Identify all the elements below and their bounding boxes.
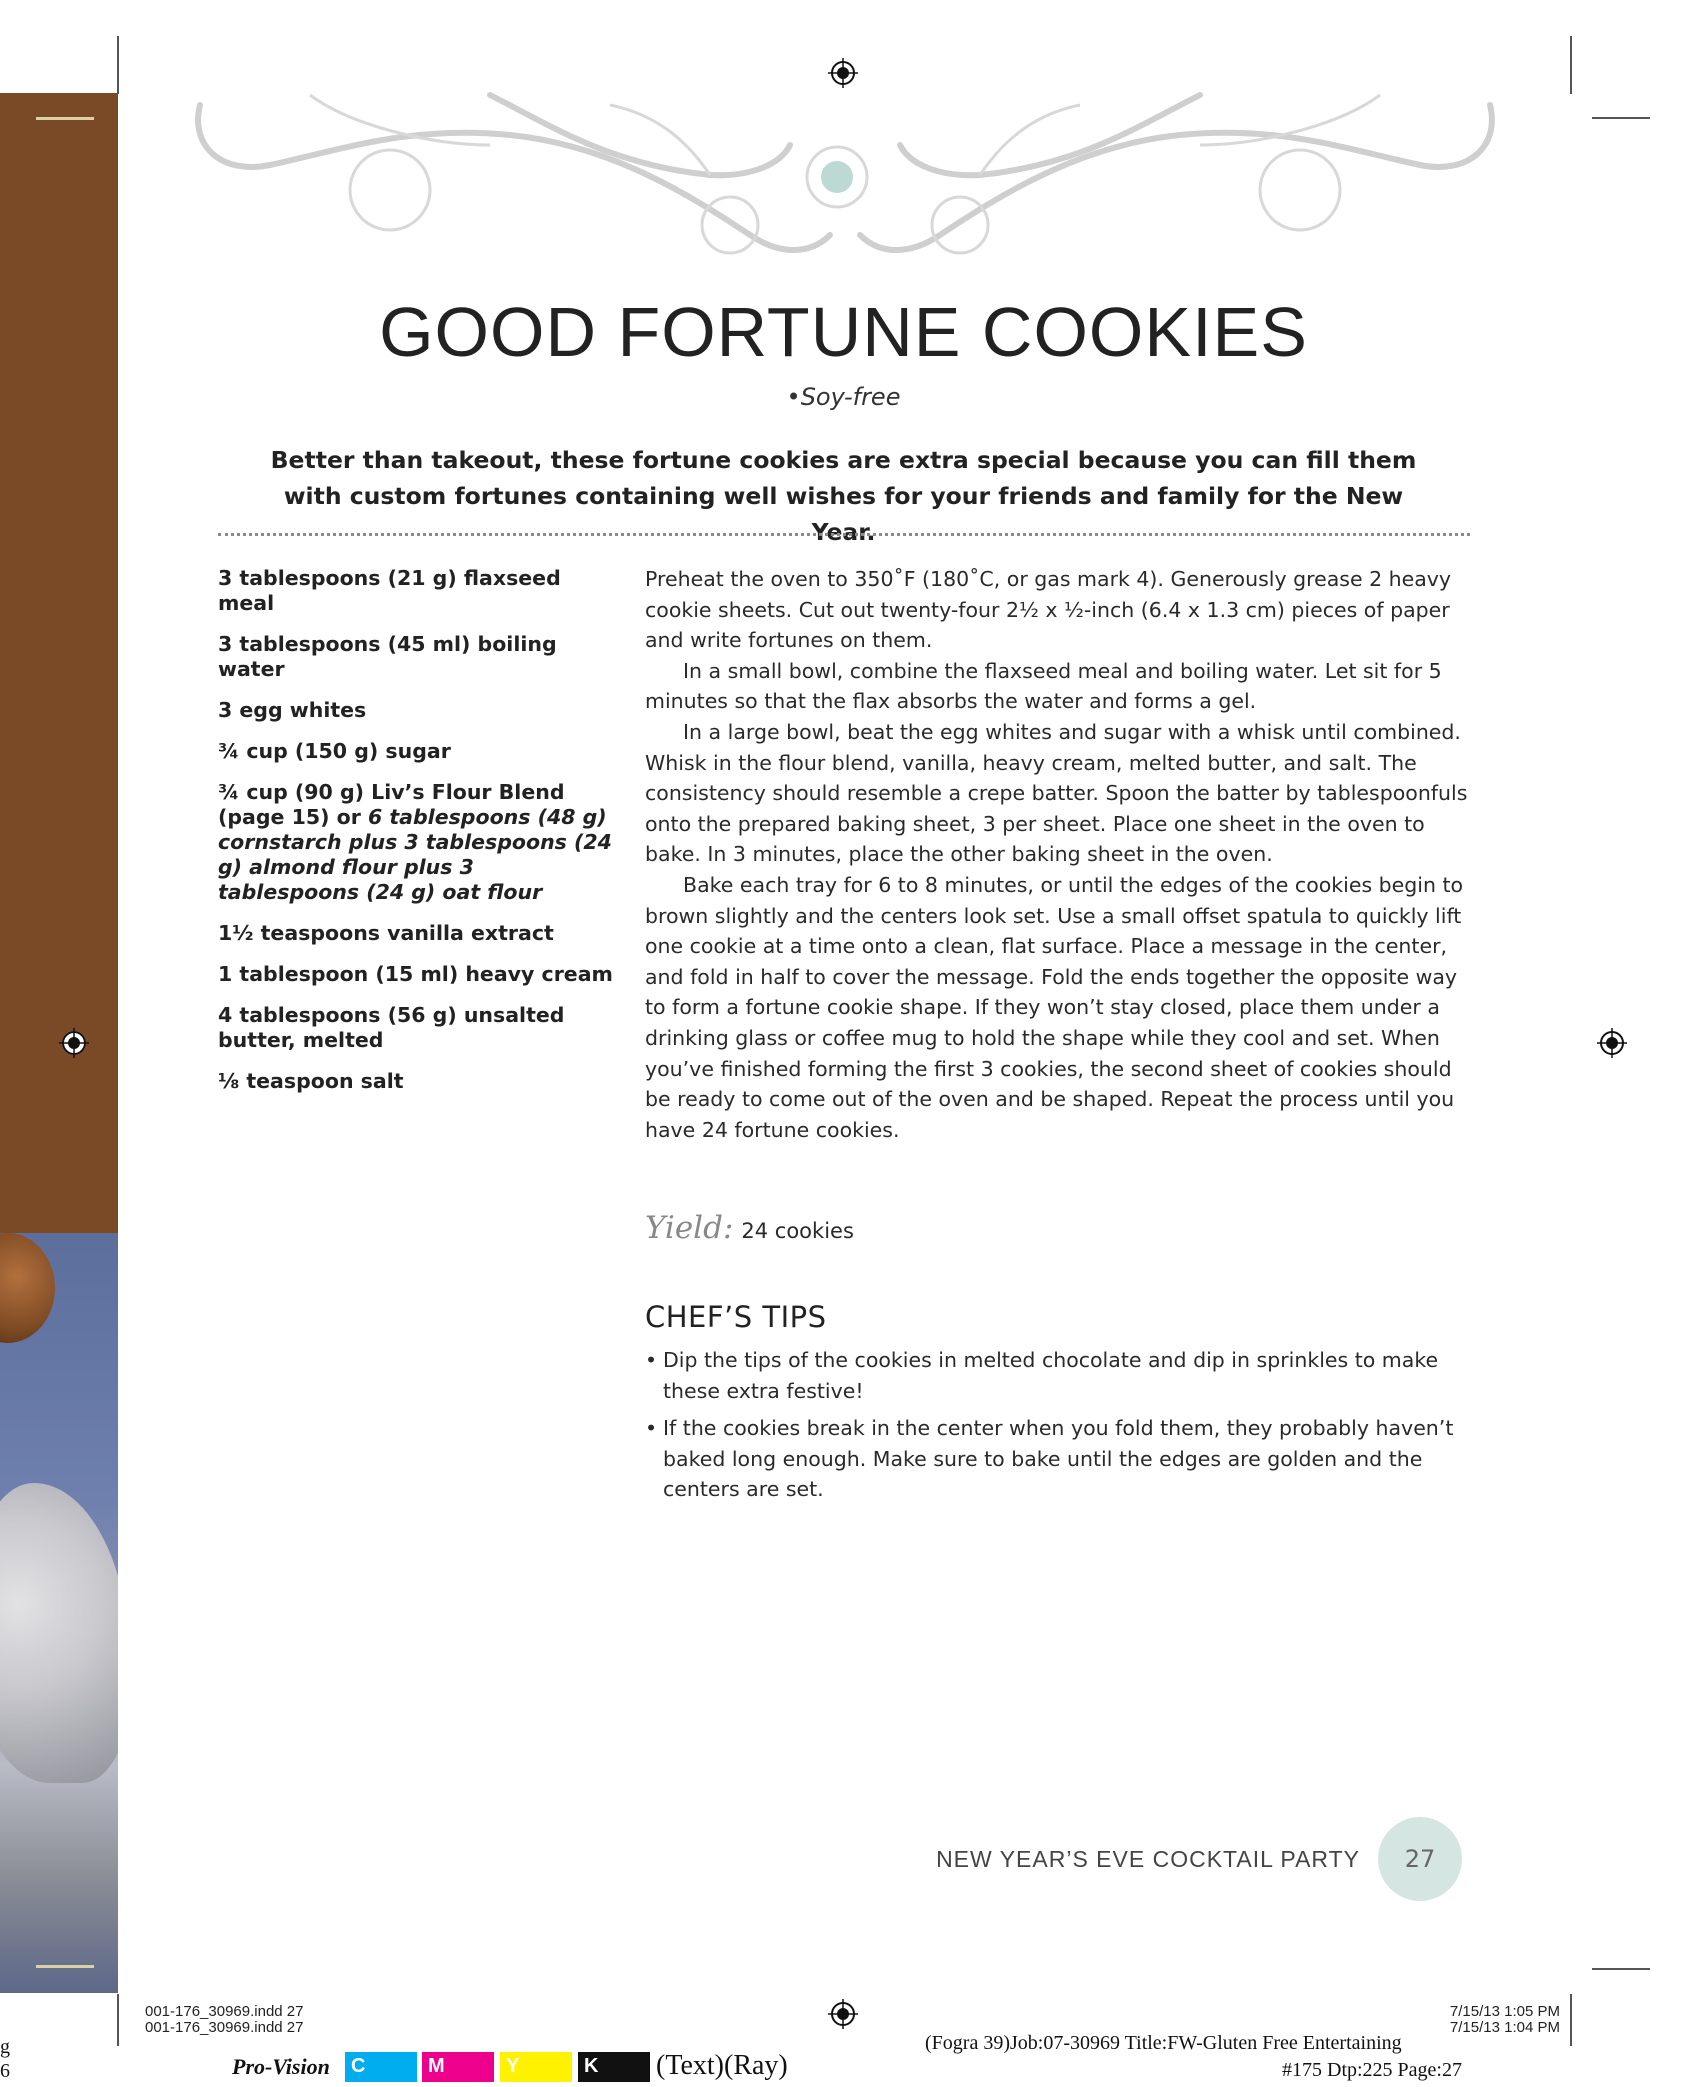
slug-text-ray: (Text)(Ray) bbox=[656, 2050, 788, 2081]
strip-trim-mark-top bbox=[36, 117, 94, 120]
crop-mark bbox=[117, 1994, 119, 2046]
ingredient-item: 1½ teaspoons vanilla extract bbox=[218, 921, 554, 945]
chefs-tips-list bbox=[645, 1345, 1475, 1512]
tip-item: • Dip the tips of the cookies in melted chocolate and dip in sprinkles to make these extra festive! bbox=[645, 1345, 1475, 1406]
slug-file-line: 001-176_30969.indd 27 bbox=[145, 2019, 304, 2036]
slug-file-line: 001-176_30969.indd 27 bbox=[145, 2003, 304, 2020]
recipe-title: GOOD FORTUNE COOKIES bbox=[379, 293, 1308, 371]
yield-label: Yield: bbox=[645, 1210, 734, 1246]
plate-swatch-magenta: M bbox=[422, 2052, 494, 2082]
crop-mark bbox=[1592, 117, 1650, 119]
ingredient-item bbox=[218, 780, 618, 905]
yield-value: 24 cookies bbox=[741, 1219, 854, 1243]
strip-trim-mark-bottom bbox=[36, 1965, 94, 1968]
ingredient-alternative: 6 tablespoons (48 g) cornstarch plus 3 tablespoons (24 g) almond flour plus 3 tablespoons (24 g) oat flour bbox=[218, 805, 612, 904]
decorative-flourish bbox=[190, 85, 1500, 265]
slug-dtp-line: #175 Dtp:225 Page:27 bbox=[1282, 2059, 1462, 2081]
slug-brand: Pro-Vision bbox=[232, 2054, 330, 2079]
direction-paragraph: Bake each tray for 6 to 8 minutes, or until the edges of the cookies begin to brown slightly and the centers look set. Use a small offset spatula to quickly lift one cookie at a time onto a clean, flat surface. Place a message in the center, and fold in half to cover the message. Fold the ends together the opposite way to form a fortune cookie shape. If they won’t stay closed, place them under a drinking glass or coffee mug to hold the shape while they cool and set. When you’ve finished forming the first 3 cookies, the second sheet of cookies should be ready to come out of the oven and be shaped. Repeat the process until you have 24 fortune cookies. bbox=[645, 872, 1464, 1142]
crop-mark bbox=[117, 36, 119, 94]
direction-paragraph: In a large bowl, beat the egg whites and sugar with a whisk until combined. Whisk in the flour blend, vanilla, heavy cream, melted butter, and salt. The consistency should resemble a crepe batter. Spoon the batter by tablespoonfuls onto the prepared baking sheet, 3 per sheet. Place one sheet in the oven to bake. In 3 minutes, place the other baking sheet in the oven. bbox=[645, 719, 1468, 867]
strip-brown-panel bbox=[0, 93, 118, 1233]
direction-paragraph: In a small bowl, combine the flaxseed meal and boiling water. Let sit for 5 minutes so that the flax absorbs the water and forms a gel. bbox=[645, 658, 1442, 714]
ingredient-item: 3 egg whites bbox=[218, 698, 367, 722]
yield bbox=[645, 1210, 854, 1246]
ingredient-item: ¾ cup (150 g) sugar bbox=[218, 739, 451, 763]
section-title: NEW YEAR’S EVE COCKTAIL PARTY bbox=[936, 1846, 1360, 1872]
tip-item: • If the cookies break in the center when you fold them, they probably haven’t baked long enough. Make sure to bake until the edges are golden and the centers are set. bbox=[645, 1413, 1475, 1505]
dotted-divider bbox=[218, 533, 1470, 536]
crop-mark bbox=[1592, 1968, 1650, 1970]
ingredient-item: 3 tablespoons (21 g) flaxseed meal bbox=[218, 566, 561, 615]
plate-swatch-yellow: Y bbox=[500, 2052, 572, 2082]
page-number: 27 bbox=[1378, 1817, 1462, 1901]
slug-date-line: 7/15/13 1:04 PM bbox=[1449, 2019, 1560, 2036]
edge-letter: 6 bbox=[0, 2060, 10, 2082]
registration-target-icon bbox=[828, 1999, 858, 2029]
edge-letter: g bbox=[0, 2036, 10, 2058]
recipe-dietary-tag: •Soy-free bbox=[786, 383, 901, 411]
plate-swatch-black: K bbox=[578, 2052, 650, 2082]
slug-job-line: (Fogra 39)Job:07-30969 Title:FW-Gluten Free Entertaining bbox=[925, 2032, 1402, 2054]
registration-target-icon bbox=[59, 1028, 89, 1058]
ingredient-item: 4 tablespoons (56 g) unsalted butter, melted bbox=[218, 1003, 565, 1052]
crop-mark bbox=[1570, 1994, 1572, 2046]
ingredient-list bbox=[218, 566, 618, 1110]
slug-date-line: 7/15/13 1:05 PM bbox=[1449, 2003, 1560, 2020]
directions bbox=[645, 564, 1475, 1145]
ingredient-item: 3 tablespoons (45 ml) boiling water bbox=[218, 632, 557, 681]
ingredient-main: ¾ cup (90 g) Liv’s Flour Blend (page 15) or bbox=[218, 780, 565, 829]
slug-file-info bbox=[145, 2004, 303, 2036]
recipe-intro: Better than takeout, these fortune cookies are extra special because you can fill them with custom fortunes containing well wishes for your friends and family for the New Year. bbox=[270, 446, 1417, 546]
crop-mark bbox=[1570, 36, 1572, 94]
chefs-tips-heading: CHEF’S TIPS bbox=[645, 1300, 827, 1334]
direction-paragraph: Preheat the oven to 350˚F (180˚C, or gas mark 4). Generously grease 2 heavy cookie sheets. Cut out twenty-four 2½ x ½-inch (6.4 x 1.3 cm) pieces of paper and write fortunes on them. bbox=[645, 567, 1452, 653]
registration-target-icon bbox=[828, 58, 858, 88]
ingredient-item: ⅛ teaspoon salt bbox=[218, 1069, 404, 1093]
registration-target-icon bbox=[1597, 1028, 1627, 1058]
ingredient-item: 1 tablespoon (15 ml) heavy cream bbox=[218, 962, 613, 986]
plate-swatch-cyan: C bbox=[345, 2052, 417, 2082]
